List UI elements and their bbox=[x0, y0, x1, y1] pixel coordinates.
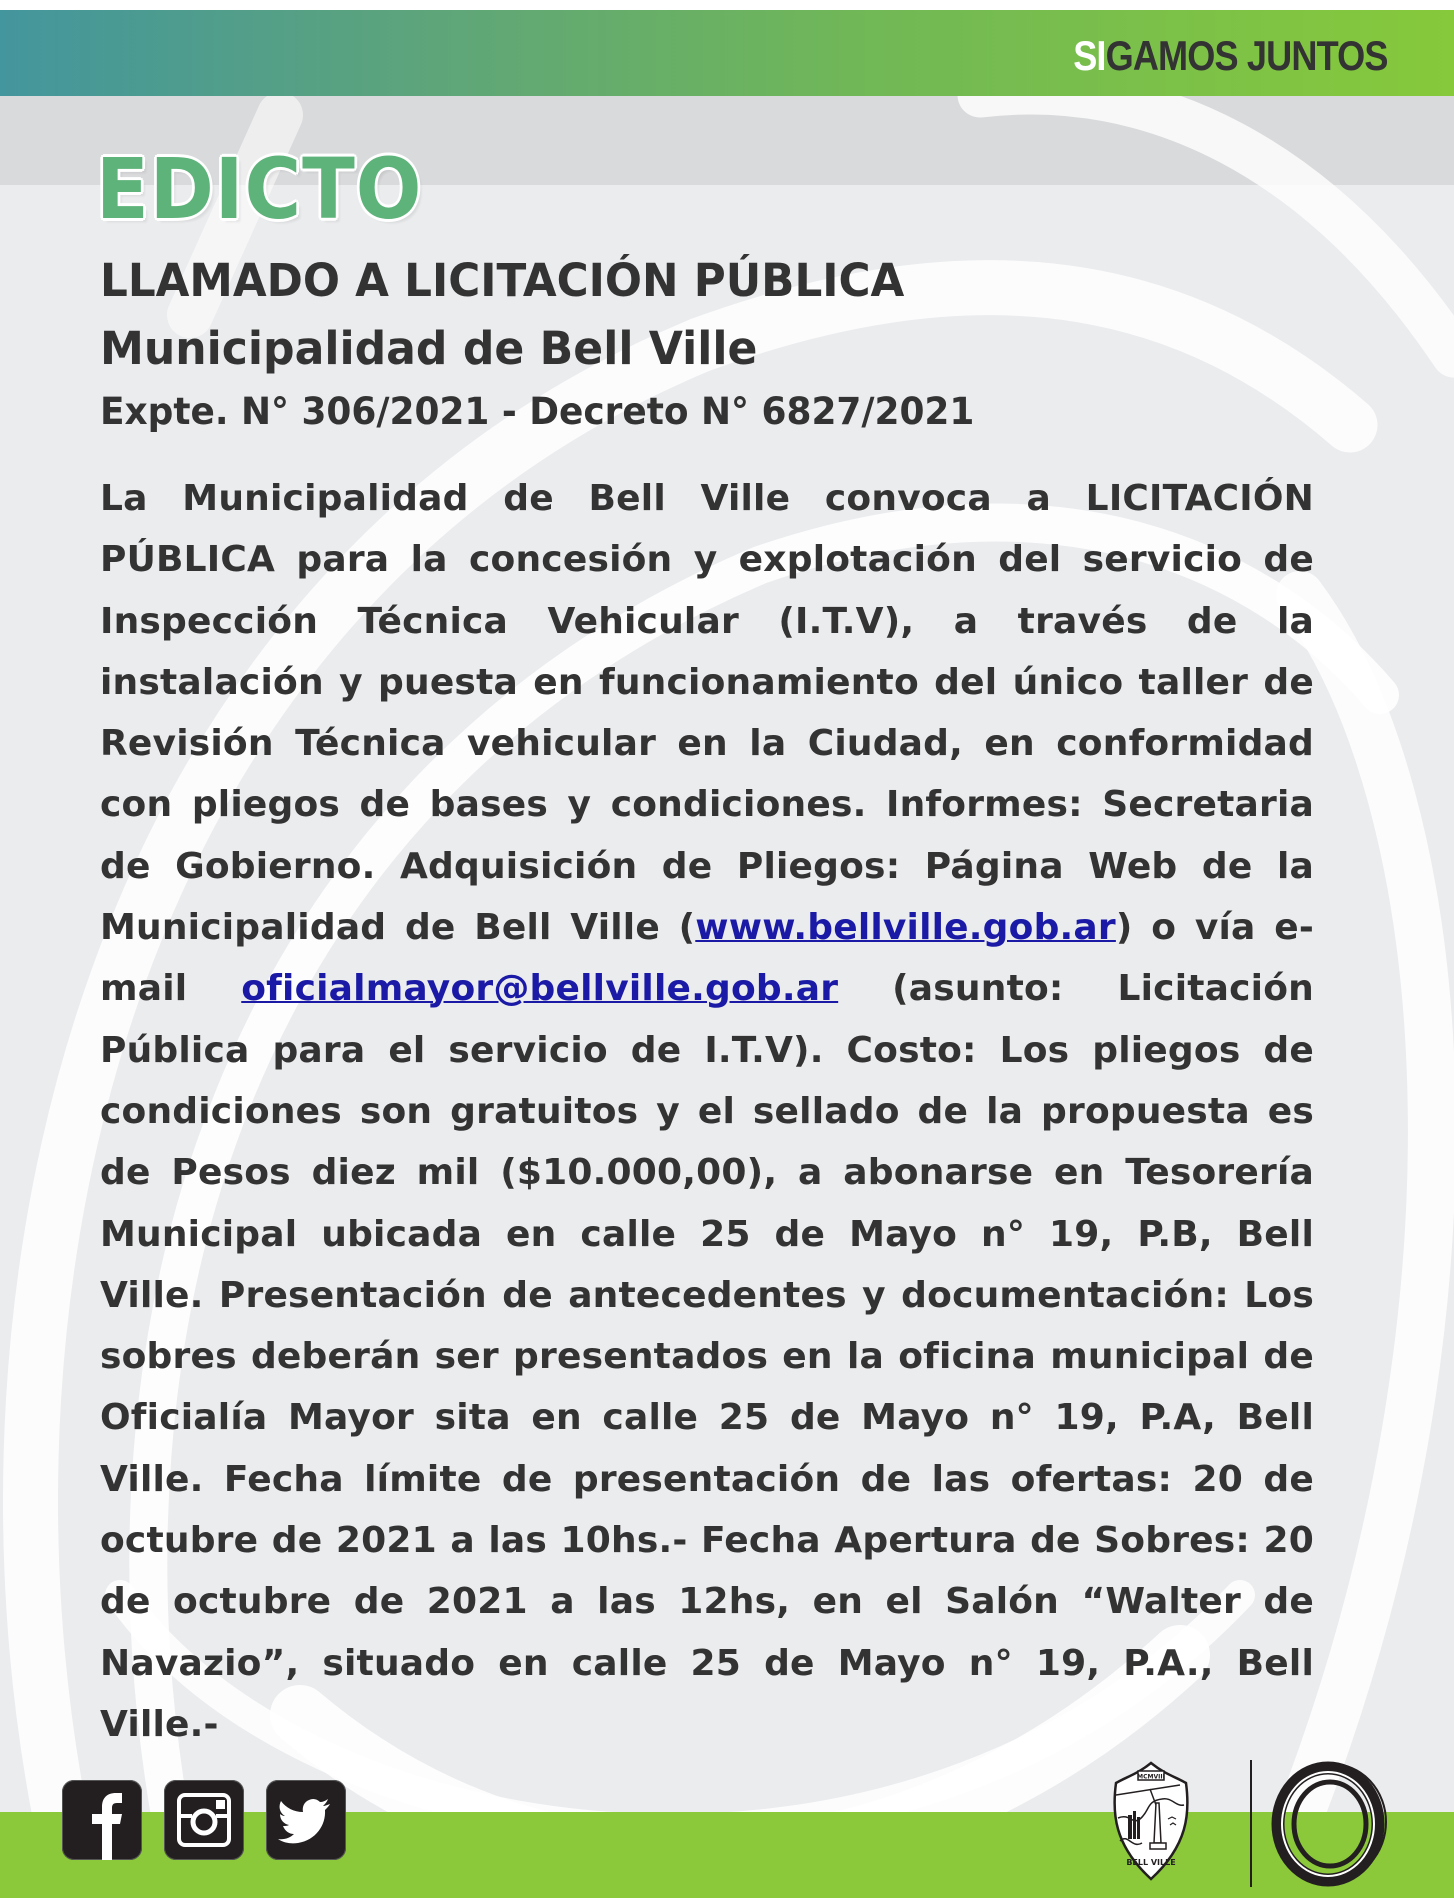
document-title: LLAMADO A LICITACIÓN PÚBLICA bbox=[100, 254, 905, 307]
twitter-button[interactable] bbox=[266, 1780, 346, 1860]
crest-city: BELL VILLE bbox=[1126, 1858, 1176, 1867]
facebook-icon bbox=[62, 1780, 142, 1860]
facebook-button[interactable] bbox=[62, 1780, 142, 1860]
swirl-arc bbox=[1300, 595, 1432, 1815]
instagram-icon bbox=[164, 1780, 244, 1860]
edict-body bbox=[100, 468, 1314, 1755]
slogan-highlight: SI bbox=[1073, 32, 1106, 79]
logo-divider bbox=[1250, 1760, 1252, 1887]
crest-motto: MCMVIII bbox=[1137, 1773, 1165, 1781]
municipal-ring-logo-icon bbox=[1270, 1758, 1390, 1888]
email-link[interactable]: oficialmayor@bellville.gob.ar bbox=[241, 968, 839, 1010]
twitter-icon bbox=[266, 1780, 346, 1860]
header-band bbox=[0, 10, 1454, 96]
reference-number: Expte. N° 306/2021 - Decreto N° 6827/2021 bbox=[100, 390, 975, 433]
body-part-3: (asunto: Licitación Pública para el servicio de I.T.V). Costo: Los pliegos de condiciones son gratuitos y el sellado de la propuesta es de Pesos diez mil ($10.000,00), a abonarse en Tesorería Municipal ubicada en calle 25 de Mayo n° 19, P.B, Bell Ville. Presentación de antecedentes y documentación: Los sobres deberán ser presentados en la oficina municipal de Oficialía Mayor sita en calle 25 de Mayo n° 19, P.A, Bell Ville. Fecha límite de presentación de las ofertas: 20 de octubre de 2021 a las 10hs.- Fecha Apertura de Sobres: 20 de octubre de 2021 a las 12hs, en el Salón “Walter de Navazio”, situado en calle 25 de Mayo n° 19, P.A., Bell Ville.- bbox=[100, 968, 1314, 1745]
social-links bbox=[62, 1780, 346, 1860]
body-part-1: La Municipalidad de Bell Ville convoca a LICITACIÓN PÚBLICA para la concesión y explotación del servicio de Inspección Técnica Vehicular (I.T.V), a través de la instalación y puesta en funcionamiento del único taller de Revisión Técnica vehicular en la Ciudad, en conformidad con pliegos de bases y condiciones. Informes: Secretaria de Gobierno. Adquisición de Pliegos: Página Web de la Municipalidad de Bell Ville ( bbox=[100, 478, 1314, 949]
website-link[interactable]: www.bellville.gob.ar bbox=[695, 907, 1116, 949]
body-part-2: ) o vía e-mail bbox=[100, 907, 1314, 1010]
top-margin bbox=[0, 0, 1454, 10]
issuer-name: Municipalidad de Bell Ville bbox=[100, 322, 758, 375]
slogan bbox=[1074, 32, 1388, 80]
edicto-badge: EDICTO bbox=[96, 140, 423, 238]
slogan-rest: GAMOS JUNTOS bbox=[1105, 32, 1388, 79]
instagram-button[interactable] bbox=[164, 1780, 244, 1860]
bell-ville-crest-icon bbox=[1110, 1753, 1192, 1883]
